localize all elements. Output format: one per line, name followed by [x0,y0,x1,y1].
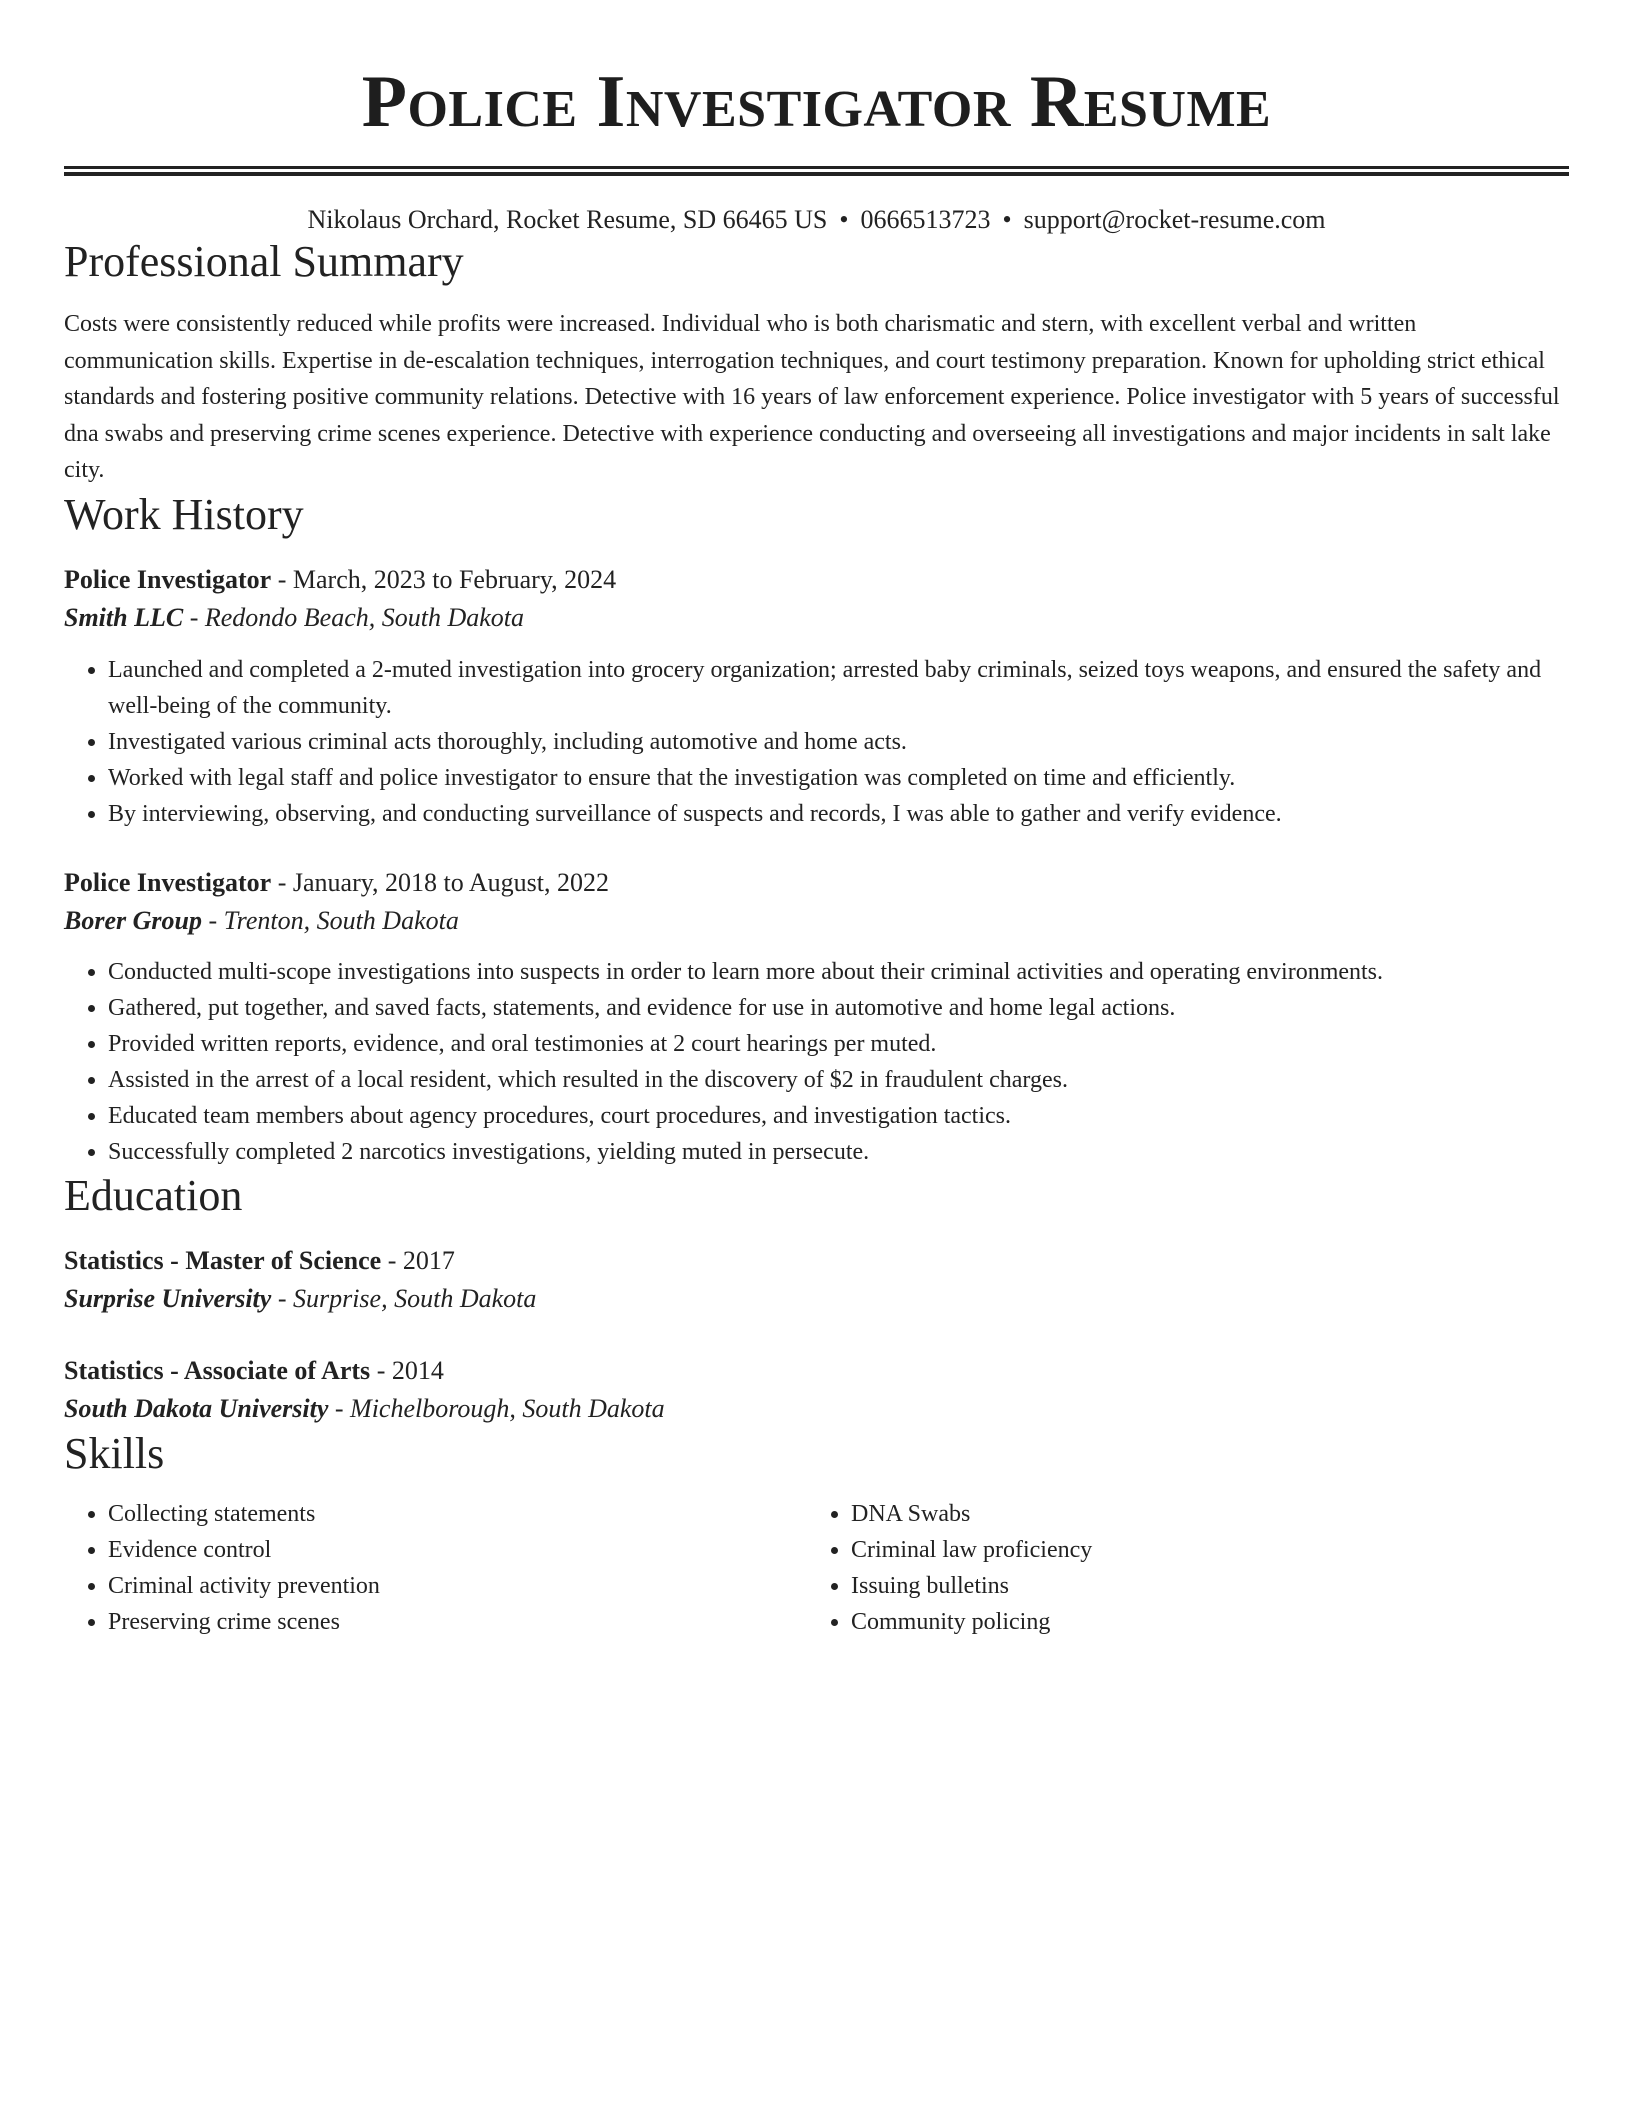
job-location: - Trenton, South Dakota [201,905,459,935]
skills-list-left [64,1496,807,1640]
contact-phone: 0666513723 [860,205,991,234]
skill-item: • Community policing [851,1604,1550,1640]
summary-heading: Professional Summary [64,237,464,286]
job-title: Police Investigator [64,867,272,897]
list-item: • Assisted in the arrest of a local resident, which resulted in the discovery of $2 in fraudulent charges. [108,1062,1569,1098]
job-employer [64,599,1569,637]
education-location: - Michelborough, South Dakota [328,1393,665,1423]
contact-address: Nikolaus Orchard, Rocket Resume, SD 66465 US [307,205,828,234]
skill-item: • DNA Swabs [851,1496,1550,1532]
list-item: • Gathered, put together, and saved facts, statements, and evidence for use in automotive and home legal actions. [108,990,1569,1026]
education-location: - Surprise, South Dakota [271,1283,537,1313]
job-company: Borer Group [64,905,202,935]
skills-heading: Skills [64,1428,165,1478]
list-item: • Educated team members about agency procedures, court procedures, and investigation tactics. [108,1098,1569,1134]
list-item: • Successfully completed 2 narcotics investigations, yielding muted in persecute. [108,1134,1569,1170]
job-header [64,864,1569,902]
skill-item: • Criminal activity prevention [108,1568,807,1604]
skill-item: • Criminal law proficiency [851,1532,1550,1568]
list-item: • Conducted multi-scope investigations into suspects in order to learn more about their criminal activities and operating environments. [108,954,1569,990]
work-history-heading: Work History [64,489,304,539]
education-year: - 2014 [370,1355,444,1385]
education-header [64,1242,1569,1280]
job-dates: - January, 2018 to August, 2022 [271,867,609,897]
list-item: • Launched and completed a 2-muted investigation into grocery organization; arrested baby criminals, seized toys weapons, and ensured the safety and well-being of the community. [108,652,1569,724]
job-entry [64,561,1569,832]
skill-item: • Issuing bulletins [851,1568,1550,1604]
job-company: Smith LLC [64,602,184,632]
education-entry [64,1242,1569,1318]
summary-text: Costs were consistently reduced while profits were increased. Individual who is both charismatic and stern, with excellent verbal and written communication skills. Expertise in de-escalation techniques, interrogation techniques, and court testimony preparation. Known for upholding strict ethical standards and fostering positive community relations. Detective with 16 years of law enforcement experience. Police investigator with 5 years of successful dna swabs and preserving crime scenes experience. Detective with experience conducting and overseeing all investigations and major incidents in salt lake city. [64,311,1560,483]
contact-separator: • [1002,205,1012,234]
skills-grid [64,1496,1569,1640]
job-duties-list [64,954,1569,1170]
skill-item: • Preserving crime scenes [108,1604,807,1640]
education-school: South Dakota University [64,1393,329,1423]
job-header [64,561,1569,599]
job-employer [64,902,1569,940]
list-item: • Worked with legal staff and police investigator to ensure that the investigation was completed on time and efficiently. [108,760,1569,796]
contact-email: support@rocket-resume.com [1023,205,1326,234]
education-entry [64,1352,1569,1428]
job-dates: - March, 2023 to February, 2024 [271,564,617,594]
job-title: Police Investigator [64,564,272,594]
list-item: • Provided written reports, evidence, and oral testimonies at 2 court hearings per muted. [108,1026,1569,1062]
contact-line [64,204,1569,236]
education-header [64,1352,1569,1390]
contact-separator: • [839,205,849,234]
education-institution [64,1280,1569,1318]
list-item: • Investigated various criminal acts thoroughly, including automotive and home acts. [108,724,1569,760]
page-title: Police Investigator Resume [361,61,1272,143]
job-duties-list [64,652,1569,832]
skills-list-right [807,1496,1550,1640]
job-location: - Redondo Beach, South Dakota [183,602,525,632]
skill-item: • Evidence control [108,1532,807,1568]
education-school: Surprise University [64,1283,272,1313]
title-divider [64,166,1569,176]
education-institution [64,1390,1569,1428]
education-year: - 2017 [381,1245,455,1275]
resume-page [64,0,1569,1640]
job-entry [64,864,1569,1170]
skill-item: • Collecting statements [108,1496,807,1532]
education-heading: Education [64,1170,243,1220]
education-degree: Statistics - Associate of Arts [64,1355,371,1385]
education-degree: Statistics - Master of Science [64,1245,382,1275]
list-item: • By interviewing, observing, and conducting surveillance of suspects and records, I was able to gather and verify evidence. [108,796,1569,832]
